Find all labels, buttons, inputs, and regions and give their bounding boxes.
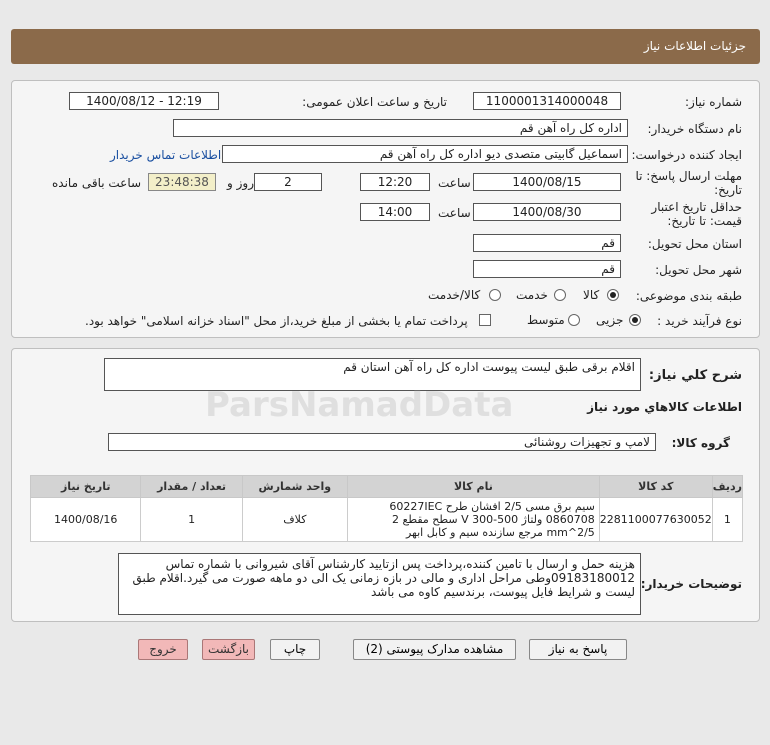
validity-time-field: 14:00 bbox=[360, 203, 430, 221]
purchase-option-minor[interactable] bbox=[596, 313, 643, 327]
delivery-city-label: شهر محل تحویل: bbox=[655, 263, 742, 277]
col-row-header: ردیف bbox=[712, 476, 742, 498]
table-row bbox=[31, 498, 743, 542]
purchase-medium-label: متوسط bbox=[527, 313, 565, 327]
buyer-notes-field: هزینه حمل و ارسال با تامین کننده،پرداخت پس ازتایید کارشناس آقای شیروانی با شماره تماس 09183180012وطی مراحل اداری و مالی در بازه زمانی یک الی دو ماهه صورت می گیرد.اقلام طبق لیست و شرایط فایل پیوست، برندسیم کاوه می باشد bbox=[118, 553, 641, 615]
purchase-option-medium[interactable] bbox=[527, 313, 582, 327]
category-service-label: خدمت bbox=[516, 288, 548, 302]
delivery-province-field: قم bbox=[473, 234, 621, 252]
cell-unit: کلاف bbox=[242, 498, 347, 542]
purchase-medium-radio[interactable] bbox=[568, 314, 580, 326]
cell-goods-code: 2281100077630052 bbox=[599, 498, 712, 542]
cell-quantity: 1 bbox=[141, 498, 242, 542]
col-qty-header: تعداد / مقدار bbox=[141, 476, 242, 498]
col-code-header: کد کالا bbox=[599, 476, 712, 498]
category-option-both[interactable] bbox=[428, 288, 503, 302]
remaining-timer: 23:48:38 bbox=[148, 173, 216, 191]
validity-label: حداقل تاریخ اعتبار bbox=[651, 200, 742, 214]
reply-date-field: 1400/08/15 bbox=[473, 173, 621, 191]
purchase-minor-radio[interactable] bbox=[629, 314, 641, 326]
days-label: روز و bbox=[227, 176, 254, 190]
general-desc-field: اقلام برقی طبق لیست پیوست اداره کل راه آهن استان قم bbox=[104, 358, 641, 391]
category-label: طبقه بندی موضوعی: bbox=[635, 289, 742, 303]
general-desc-label: شرح کلي نیاز: bbox=[648, 368, 742, 383]
reply-deadline-label-2: تاریخ: bbox=[714, 183, 742, 197]
page-title: جزئیات اطلاعات نیاز bbox=[643, 39, 746, 53]
announce-datetime-label: تاریخ و ساعت اعلان عمومی: bbox=[302, 95, 447, 109]
contact-info-link[interactable]: اطلاعات تماس خریدار bbox=[110, 148, 222, 162]
watermark-brand: ParsNamadData bbox=[205, 385, 514, 425]
goods-group-label: گروه کالا: bbox=[671, 436, 730, 450]
col-unit-header: واحد شمارش bbox=[242, 476, 347, 498]
purchase-minor-label: جزیی bbox=[596, 313, 624, 327]
cell-goods-name: سیم برق مسی 2/5 افشان طرح 60227IEC 0860708 ولتاژ 500-300 V سطح مقطع 2 2/5^mm مرجع سازنده سیم و کابل ابهر bbox=[347, 498, 599, 542]
exit-button[interactable]: خروج bbox=[138, 639, 188, 660]
col-date-header: تاریخ نیاز bbox=[31, 476, 141, 498]
goods-group-field: لامپ و تجهیزات روشنائی bbox=[108, 433, 656, 451]
attachments-button[interactable]: مشاهده مدارک پیوستی (2) bbox=[353, 639, 516, 660]
category-both-radio[interactable] bbox=[489, 289, 501, 301]
goods-info-heading: اطلاعات کالاهاي مورد نیاز bbox=[587, 400, 742, 414]
cell-row-number: 1 bbox=[712, 498, 742, 542]
category-goods-label: کالا bbox=[583, 288, 600, 302]
validity-time-label: ساعت bbox=[438, 206, 471, 220]
reply-button[interactable]: پاسخ به نیاز bbox=[529, 639, 627, 660]
requester-field: اسماعیل گابیتی متصدی دیو اداره کل راه آهن قم bbox=[222, 145, 628, 163]
col-name-header: نام کالا bbox=[347, 476, 599, 498]
reply-deadline-label: مهلت ارسال پاسخ: تا bbox=[635, 169, 742, 183]
announce-datetime-field: 1400/08/12 - 12:19 bbox=[69, 92, 219, 110]
need-number-field: 1100001314000048 bbox=[473, 92, 621, 110]
category-option-service[interactable] bbox=[516, 288, 568, 302]
reply-time-field: 12:20 bbox=[360, 173, 430, 191]
need-number-label: شماره نیاز: bbox=[685, 95, 742, 109]
treasury-payment-note: پرداخت تمام یا بخشی از مبلغ خرید،از محل "اسناد خزانه اسلامی" خواهد بود. bbox=[85, 314, 468, 328]
category-goods-radio[interactable] bbox=[607, 289, 619, 301]
delivery-province-label: استان محل تحویل: bbox=[647, 237, 742, 251]
category-service-radio[interactable] bbox=[554, 289, 566, 301]
validity-label-2: قیمت: تا تاریخ: bbox=[667, 214, 742, 228]
delivery-city-field: قم bbox=[473, 260, 621, 278]
validity-date-field: 1400/08/30 bbox=[473, 203, 621, 221]
cell-need-date: 1400/08/16 bbox=[31, 498, 141, 542]
buyer-notes-label: توضیحات خریدار: bbox=[640, 577, 742, 591]
reply-days-field: 2 bbox=[254, 173, 322, 191]
reply-time-label: ساعت bbox=[438, 176, 471, 190]
buyer-org-label: نام دستگاه خریدار: bbox=[647, 122, 742, 136]
remaining-label: ساعت باقی مانده bbox=[52, 176, 142, 190]
print-button[interactable]: چاپ bbox=[270, 639, 320, 660]
items-table-header bbox=[31, 476, 743, 498]
back-button[interactable]: بازگشت bbox=[202, 639, 255, 660]
category-option-goods[interactable] bbox=[583, 288, 623, 302]
treasury-payment-checkbox[interactable] bbox=[479, 314, 491, 326]
category-both-label: کالا/خدمت bbox=[428, 288, 481, 302]
buyer-org-field: اداره کل راه آهن قم bbox=[173, 119, 628, 137]
items-table bbox=[30, 475, 743, 542]
purchase-type-label: نوع فرآیند خرید : bbox=[657, 314, 742, 328]
requester-label: ایجاد کننده درخواست: bbox=[631, 148, 742, 162]
page-header bbox=[11, 29, 760, 64]
